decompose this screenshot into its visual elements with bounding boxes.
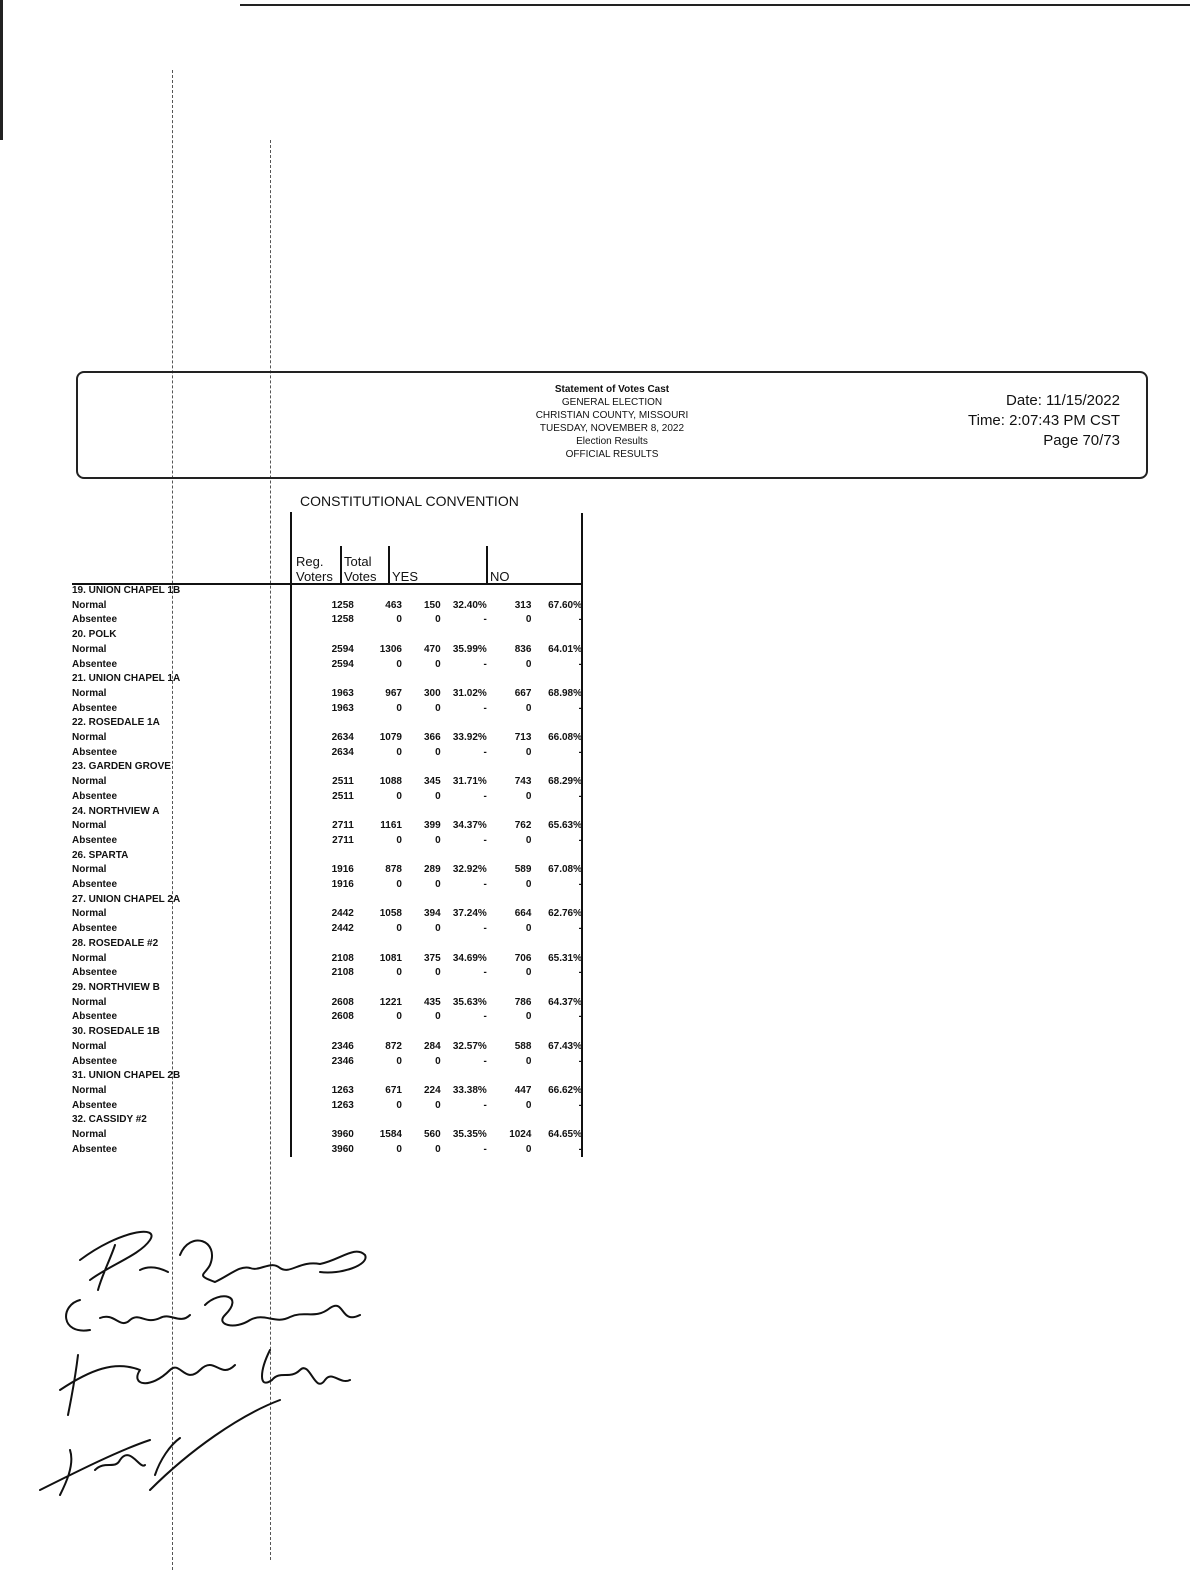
total-votes-cell: 1221 xyxy=(379,996,402,1008)
reg-voters-cell: 1963 xyxy=(331,687,354,699)
vote-type: Absentee xyxy=(72,967,118,979)
reg-voters-cell: 2594 xyxy=(331,643,354,655)
table-row xyxy=(72,1143,584,1158)
no-percent-cell: - xyxy=(578,879,582,891)
vote-type: Absentee xyxy=(72,658,118,670)
yes-votes-cell: 394 xyxy=(423,908,441,920)
no-votes-cell: 0 xyxy=(525,614,532,626)
total-votes-cell: 1306 xyxy=(379,643,402,655)
column-rule xyxy=(486,546,488,584)
vote-type: Absentee xyxy=(72,879,118,891)
total-votes-cell: 0 xyxy=(396,658,402,670)
reg-voters-cell: 2108 xyxy=(331,952,354,964)
precinct-name: 27. UNION CHAPEL 2A xyxy=(72,893,181,905)
yes-votes-cell: 224 xyxy=(423,1084,441,1096)
table-row xyxy=(72,613,584,628)
precinct-row xyxy=(72,628,584,643)
yes-votes-cell: 0 xyxy=(435,923,441,935)
total-votes-cell: 1079 xyxy=(379,732,402,744)
yes-percent-cell: 35.35% xyxy=(452,1129,487,1141)
no-percent-cell: - xyxy=(578,1011,582,1023)
no-percent-cell: - xyxy=(578,1143,582,1155)
yes-percent-cell: 34.69% xyxy=(452,952,487,964)
column-rule xyxy=(388,546,390,584)
vote-type: Absentee xyxy=(72,1055,118,1067)
table-row xyxy=(72,746,584,761)
yes-percent-cell: - xyxy=(483,1099,487,1111)
total-votes-cell: 1088 xyxy=(379,776,402,788)
yes-votes-cell: 0 xyxy=(435,658,441,670)
precinct-row xyxy=(72,849,584,864)
total-votes-cell: 0 xyxy=(396,879,402,891)
yes-percent-cell: - xyxy=(483,967,487,979)
yes-percent-cell: 33.38% xyxy=(452,1084,487,1096)
precinct-name: 31. UNION CHAPEL 2B xyxy=(72,1070,181,1082)
precinct-name: 22. ROSEDALE 1A xyxy=(72,717,160,729)
yes-percent-cell: 32.40% xyxy=(452,599,487,611)
table-row xyxy=(72,952,584,967)
table-row xyxy=(72,658,584,673)
reg-voters-cell: 2711 xyxy=(332,820,354,832)
col-header-text: Votes xyxy=(344,569,377,584)
precinct-row xyxy=(72,584,584,599)
reg-voters-cell: 2442 xyxy=(331,908,354,920)
yes-votes-cell: 375 xyxy=(423,952,441,964)
precinct-row xyxy=(72,893,584,908)
yes-percent-cell: - xyxy=(483,1055,487,1067)
table-row xyxy=(72,1099,584,1114)
vote-type: Normal xyxy=(72,1129,107,1141)
vote-type: Absentee xyxy=(72,614,118,626)
yes-percent-cell: - xyxy=(483,658,487,670)
precinct-name: 19. UNION CHAPEL 1B xyxy=(72,585,181,596)
precinct-row xyxy=(72,1113,584,1128)
vote-type: Normal xyxy=(72,687,107,699)
total-votes-cell: 0 xyxy=(396,1143,402,1155)
total-votes-cell: 967 xyxy=(385,687,402,699)
precinct-name: 32. CASSIDY #2 xyxy=(72,1114,147,1126)
reg-voters-cell: 3960 xyxy=(331,1129,354,1141)
signature-kelly-ellis xyxy=(60,1350,350,1415)
table-row xyxy=(72,687,584,702)
reg-voters-cell: 1263 xyxy=(331,1084,354,1096)
precinct-row xyxy=(72,981,584,996)
no-votes-cell: 0 xyxy=(525,658,532,670)
yes-percent-cell: 37.24% xyxy=(452,908,487,920)
yes-percent-cell: 32.57% xyxy=(452,1040,487,1052)
total-votes-cell: 0 xyxy=(396,790,402,802)
no-percent-cell: - xyxy=(578,658,582,670)
precinct-name: 20. POLK xyxy=(72,629,117,641)
vote-type: Normal xyxy=(72,908,107,920)
reg-voters-cell: 2608 xyxy=(331,996,354,1008)
vote-type: Normal xyxy=(72,599,107,611)
no-votes-cell: 0 xyxy=(525,923,532,935)
signatures-image xyxy=(20,1220,380,1510)
reg-voters-cell: 2511 xyxy=(332,776,354,788)
yes-votes-cell: 284 xyxy=(423,1040,441,1052)
no-percent-cell: - xyxy=(578,1055,582,1067)
total-votes-cell: 0 xyxy=(396,702,402,714)
table-row xyxy=(72,878,584,893)
no-percent-cell: - xyxy=(578,834,582,846)
no-votes-cell: 589 xyxy=(514,864,532,876)
no-votes-cell: 313 xyxy=(514,599,532,611)
reg-voters-cell: 1258 xyxy=(331,614,354,626)
no-votes-cell: 1024 xyxy=(509,1129,532,1141)
no-votes-cell: 667 xyxy=(514,687,532,699)
no-percent-cell: 65.63% xyxy=(548,820,582,832)
yes-votes-cell: 0 xyxy=(435,1011,441,1023)
table-row xyxy=(72,907,584,922)
total-votes-cell: 1081 xyxy=(379,952,402,964)
yes-percent-cell: - xyxy=(483,1143,487,1155)
header-line: CHRISTIAN COUNTY, MISSOURI xyxy=(535,410,689,421)
no-votes-cell: 762 xyxy=(514,820,532,832)
no-votes-cell: 743 xyxy=(514,776,532,788)
col-header-total-votes xyxy=(344,554,377,584)
no-percent-cell: - xyxy=(578,967,582,979)
no-percent-cell: 62.76% xyxy=(548,908,582,920)
vote-type: Normal xyxy=(72,1040,107,1052)
vote-type: Normal xyxy=(72,643,107,655)
col-header-text: Reg. xyxy=(296,554,324,569)
vote-type: Normal xyxy=(72,732,107,744)
no-votes-cell: 0 xyxy=(525,967,532,979)
no-percent-cell: 65.31% xyxy=(548,952,582,964)
reg-voters-cell: 2608 xyxy=(331,1011,354,1023)
total-votes-cell: 1058 xyxy=(379,908,402,920)
no-percent-cell: - xyxy=(578,702,582,714)
no-votes-cell: 0 xyxy=(525,1099,532,1111)
yes-votes-cell: 366 xyxy=(423,732,441,744)
yes-percent-cell: 32.92% xyxy=(452,864,487,876)
yes-votes-cell: 289 xyxy=(423,864,441,876)
precinct-name: 28. ROSEDALE #2 xyxy=(72,937,159,949)
no-percent-cell: 66.62% xyxy=(548,1084,582,1096)
report-time: Time: 2:07:43 PM CST xyxy=(968,412,1120,429)
no-percent-cell: - xyxy=(578,790,582,802)
yes-votes-cell: 0 xyxy=(435,1099,441,1111)
no-percent-cell: 67.60% xyxy=(548,599,582,611)
precinct-name: 21. UNION CHAPEL 1A xyxy=(72,673,181,685)
yes-votes-cell: 0 xyxy=(435,1055,441,1067)
vote-type: Absentee xyxy=(72,702,118,714)
reg-voters-cell: 2594 xyxy=(331,658,354,670)
yes-percent-cell: - xyxy=(483,790,487,802)
col-header-text: Total xyxy=(344,554,372,569)
table-row xyxy=(72,1055,584,1070)
no-percent-cell: 64.37% xyxy=(548,996,582,1008)
signature-initials xyxy=(40,1400,280,1495)
reg-voters-cell: 1258 xyxy=(331,599,354,611)
table-row xyxy=(72,731,584,746)
scan-edge-line xyxy=(240,4,1190,6)
reg-voters-cell: 2711 xyxy=(332,834,354,846)
no-votes-cell: 0 xyxy=(525,1011,532,1023)
total-votes-cell: 0 xyxy=(396,834,402,846)
yes-votes-cell: 0 xyxy=(435,614,441,626)
precinct-name: 23. GARDEN GROVE xyxy=(72,761,171,773)
total-votes-cell: 0 xyxy=(396,614,402,626)
vote-type: Absentee xyxy=(72,1143,118,1155)
reg-voters-cell: 1916 xyxy=(331,864,354,876)
table-row xyxy=(72,834,584,849)
yes-percent-cell: 34.37% xyxy=(452,820,487,832)
results-body xyxy=(72,584,584,1157)
no-percent-cell: 68.29% xyxy=(548,776,582,788)
reg-voters-cell: 2634 xyxy=(331,746,354,758)
no-percent-cell: - xyxy=(578,923,582,935)
report-date: Date: 11/15/2022 xyxy=(1006,392,1120,409)
yes-votes-cell: 0 xyxy=(435,702,441,714)
yes-percent-cell: - xyxy=(483,746,487,758)
no-votes-cell: 447 xyxy=(514,1084,532,1096)
no-votes-cell: 0 xyxy=(525,746,532,758)
table-row xyxy=(72,1128,584,1143)
total-votes-cell: 0 xyxy=(396,1011,402,1023)
precinct-row xyxy=(72,1025,584,1040)
table-row xyxy=(72,863,584,878)
precinct-row xyxy=(72,937,584,952)
table-row xyxy=(72,1084,584,1099)
no-percent-cell: 68.98% xyxy=(548,687,582,699)
vote-type: Normal xyxy=(72,996,107,1008)
yes-votes-cell: 435 xyxy=(423,996,441,1008)
no-votes-cell: 664 xyxy=(514,908,532,920)
col-header-no: NO xyxy=(490,569,510,584)
scan-edge-mark xyxy=(0,0,3,140)
reg-voters-cell: 1963 xyxy=(331,702,354,714)
table-row xyxy=(72,599,584,614)
table-row xyxy=(72,922,584,937)
yes-votes-cell: 0 xyxy=(435,746,441,758)
yes-percent-cell: 31.71% xyxy=(452,776,487,788)
yes-percent-cell: - xyxy=(483,702,487,714)
yes-percent-cell: - xyxy=(483,879,487,891)
column-rule xyxy=(340,546,342,584)
table-row xyxy=(72,1010,584,1025)
reg-voters-cell: 3960 xyxy=(331,1143,354,1155)
no-percent-cell: 66.08% xyxy=(548,732,582,744)
no-votes-cell: 0 xyxy=(525,834,532,846)
yes-votes-cell: 0 xyxy=(435,790,441,802)
yes-percent-cell: 35.99% xyxy=(452,643,487,655)
total-votes-cell: 0 xyxy=(396,746,402,758)
contest-title: CONSTITUTIONAL CONVENTION xyxy=(300,493,519,509)
yes-votes-cell: 300 xyxy=(423,687,441,699)
precinct-name: 29. NORTHVIEW B xyxy=(72,981,160,993)
header-line: OFFICIAL RESULTS xyxy=(565,449,659,460)
yes-votes-cell: 0 xyxy=(435,879,441,891)
no-percent-cell: 64.01% xyxy=(548,643,582,655)
yes-votes-cell: 150 xyxy=(423,599,441,611)
no-votes-cell: 0 xyxy=(525,702,532,714)
no-votes-cell: 0 xyxy=(525,790,532,802)
yes-votes-cell: 345 xyxy=(423,776,441,788)
col-header-yes: YES xyxy=(392,569,419,584)
vote-type: Absentee xyxy=(72,923,118,935)
page-number: Page 70/73 xyxy=(1043,432,1120,449)
header-line: TUESDAY, NOVEMBER 8, 2022 xyxy=(539,423,685,434)
precinct-row xyxy=(72,805,584,820)
total-votes-cell: 671 xyxy=(385,1084,402,1096)
vote-type: Absentee xyxy=(72,790,118,802)
yes-percent-cell: - xyxy=(483,923,487,935)
total-votes-cell: 0 xyxy=(396,967,402,979)
total-votes-cell: 872 xyxy=(385,1040,402,1052)
table-row xyxy=(72,966,584,981)
vote-type: Normal xyxy=(72,864,107,876)
yes-votes-cell: 0 xyxy=(435,967,441,979)
vote-type: Normal xyxy=(72,952,107,964)
reg-voters-cell: 2346 xyxy=(331,1055,354,1067)
no-percent-cell: 67.43% xyxy=(548,1040,582,1052)
no-percent-cell: 64.65% xyxy=(548,1129,582,1141)
vote-type: Normal xyxy=(72,820,107,832)
col-header-reg-voters xyxy=(296,554,333,584)
reg-voters-cell: 2511 xyxy=(332,790,354,802)
no-percent-cell: - xyxy=(578,614,582,626)
total-votes-cell: 1584 xyxy=(379,1129,402,1141)
no-votes-cell: 0 xyxy=(525,1055,532,1067)
yes-percent-cell: 31.02% xyxy=(452,687,487,699)
yes-votes-cell: 470 xyxy=(423,643,441,655)
reg-voters-cell: 1263 xyxy=(331,1099,354,1111)
no-votes-cell: 706 xyxy=(514,952,532,964)
no-votes-cell: 0 xyxy=(525,879,532,891)
yes-percent-cell: 33.92% xyxy=(452,732,487,744)
total-votes-cell: 463 xyxy=(385,599,402,611)
results-table xyxy=(72,584,584,1157)
no-votes-cell: 786 xyxy=(514,996,532,1008)
vote-type: Absentee xyxy=(72,834,118,846)
total-votes-cell: 878 xyxy=(385,864,402,876)
reg-voters-cell: 2442 xyxy=(331,923,354,935)
yes-votes-cell: 399 xyxy=(423,820,441,832)
precinct-row xyxy=(72,716,584,731)
header-line: GENERAL ELECTION xyxy=(561,397,663,408)
total-votes-cell: 0 xyxy=(396,1055,402,1067)
total-votes-cell: 0 xyxy=(396,1099,402,1111)
precinct-row xyxy=(72,760,584,775)
vote-type: Absentee xyxy=(72,1099,118,1111)
table-row xyxy=(72,819,584,834)
precinct-row xyxy=(72,1069,584,1084)
header-line: Election Results xyxy=(576,436,648,447)
precinct-row xyxy=(72,672,584,687)
vote-type: Normal xyxy=(72,776,107,788)
report-meta xyxy=(968,391,1120,451)
reg-voters-cell: 2634 xyxy=(331,732,354,744)
signature-carla-eslick xyxy=(66,1296,360,1330)
table-row xyxy=(72,996,584,1011)
yes-votes-cell: 560 xyxy=(423,1129,441,1141)
yes-percent-cell: - xyxy=(483,614,487,626)
table-row xyxy=(72,775,584,790)
no-percent-cell: - xyxy=(578,1099,582,1111)
precinct-name: 24. NORTHVIEW A xyxy=(72,805,160,817)
reg-voters-cell: 2108 xyxy=(331,967,354,979)
vote-type: Normal xyxy=(72,1084,107,1096)
reg-voters-cell: 1916 xyxy=(331,879,354,891)
precinct-name: 26. SPARTA xyxy=(72,849,129,861)
vote-type: Absentee xyxy=(72,1011,118,1023)
table-row xyxy=(72,790,584,805)
header-line: Statement of Votes Cast xyxy=(554,384,670,395)
yes-percent-cell: 35.63% xyxy=(452,996,487,1008)
signature-lisa-russell xyxy=(80,1232,366,1290)
no-percent-cell: - xyxy=(578,746,582,758)
yes-votes-cell: 0 xyxy=(435,834,441,846)
yes-votes-cell: 0 xyxy=(435,1143,441,1155)
no-votes-cell: 713 xyxy=(514,732,532,744)
no-votes-cell: 836 xyxy=(514,643,532,655)
table-row xyxy=(72,643,584,658)
reg-voters-cell: 2346 xyxy=(331,1040,354,1052)
total-votes-cell: 1161 xyxy=(380,820,402,832)
total-votes-cell: 0 xyxy=(396,923,402,935)
table-row xyxy=(72,702,584,717)
yes-percent-cell: - xyxy=(483,1011,487,1023)
table-row xyxy=(72,1040,584,1055)
precinct-name: 30. ROSEDALE 1B xyxy=(72,1026,160,1038)
no-percent-cell: 67.08% xyxy=(548,864,582,876)
no-votes-cell: 0 xyxy=(525,1143,532,1155)
col-header-text: Voters xyxy=(296,569,333,584)
report-header xyxy=(76,371,1148,479)
yes-percent-cell: - xyxy=(483,834,487,846)
vote-type: Absentee xyxy=(72,746,118,758)
no-votes-cell: 588 xyxy=(514,1040,532,1052)
